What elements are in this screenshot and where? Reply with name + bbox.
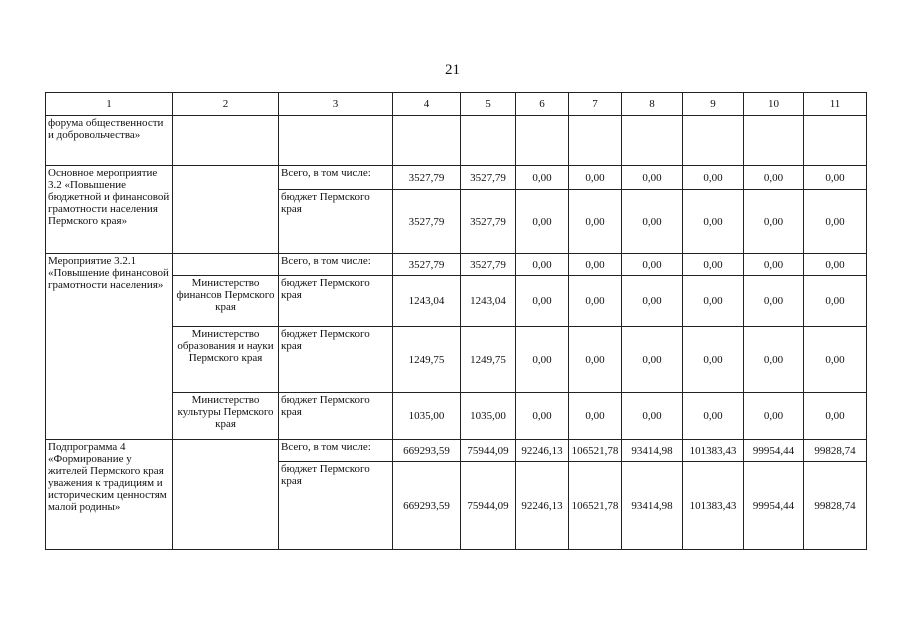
value-cell: 3527,79 [461, 166, 516, 190]
executor-label: Министерство культуры Пермского края [173, 393, 279, 440]
value-cell: 0,00 [622, 166, 683, 190]
value-cell: 0,00 [516, 190, 569, 254]
header-cell: 9 [683, 93, 744, 116]
header-cell: 3 [279, 93, 393, 116]
value-cell: 0,00 [516, 276, 569, 327]
value-cell: 92246,13 [516, 440, 569, 462]
value-cell: 0,00 [683, 190, 744, 254]
source-label: бюджет Пермского края [279, 462, 393, 550]
value-cell: 0,00 [804, 254, 867, 276]
value-cell: 75944,09 [461, 462, 516, 550]
table-row [46, 116, 867, 166]
executor-label: Министерство финансов Пермского края [173, 276, 279, 327]
value-cell: 75944,09 [461, 440, 516, 462]
header-cell: 4 [393, 93, 461, 116]
value-cell: 0,00 [804, 190, 867, 254]
value-cell: 0,00 [744, 166, 804, 190]
value-cell: 0,00 [622, 327, 683, 393]
header-cell: 2 [173, 93, 279, 116]
value-cell: 3527,79 [393, 166, 461, 190]
value-cell: 93414,98 [622, 462, 683, 550]
value-cell: 0,00 [744, 254, 804, 276]
value-cell: 99828,74 [804, 440, 867, 462]
value-cell: 0,00 [622, 393, 683, 440]
value-cell: 0,00 [804, 276, 867, 327]
executor-label: Министерство образования и науки Пермского края [173, 327, 279, 393]
table-row [46, 254, 867, 276]
value-cell: 0,00 [569, 327, 622, 393]
subprogram-4-label: Подпрограмма 4 «Формирование у жителей Пермского края уважения к традициям и историческим ценностям малой родины» [46, 440, 173, 550]
source-label: бюджет Пермского края [279, 276, 393, 327]
source-label: бюджет Пермского края [279, 190, 393, 254]
value-cell: 0,00 [804, 327, 867, 393]
value-cell: 0,00 [804, 166, 867, 190]
header-cell: 5 [461, 93, 516, 116]
value-cell: 0,00 [683, 254, 744, 276]
table-row [46, 440, 867, 462]
source-label: бюджет Пермского края [279, 393, 393, 440]
total-label: Всего, в том числе: [279, 166, 393, 190]
value-cell: 3527,79 [393, 190, 461, 254]
value-cell: 669293,59 [393, 462, 461, 550]
total-label: Всего, в том числе: [279, 254, 393, 276]
value-cell: 0,00 [516, 166, 569, 190]
value-cell: 99954,44 [744, 440, 804, 462]
header-cell: 6 [516, 93, 569, 116]
value-cell: 101383,43 [683, 440, 744, 462]
activity-3-2-1-label: Мероприятие 3.2.1 «Повышение финансовой грамотности населения» [46, 254, 173, 440]
value-cell: 3527,79 [461, 190, 516, 254]
value-cell: 0,00 [744, 393, 804, 440]
header-row [46, 93, 867, 116]
value-cell: 0,00 [516, 327, 569, 393]
value-cell: 3527,79 [461, 254, 516, 276]
value-cell: 0,00 [744, 190, 804, 254]
value-cell: 0,00 [622, 254, 683, 276]
value-cell: 0,00 [569, 166, 622, 190]
value-cell: 0,00 [683, 393, 744, 440]
value-cell: 1035,00 [393, 393, 461, 440]
value-cell: 669293,59 [393, 440, 461, 462]
value-cell: 1249,75 [461, 327, 516, 393]
total-label: Всего, в том числе: [279, 440, 393, 462]
value-cell: 0,00 [569, 276, 622, 327]
value-cell: 0,00 [569, 190, 622, 254]
value-cell: 1035,00 [461, 393, 516, 440]
continuation-label: форума общественности и добровольчества» [46, 116, 173, 166]
header-cell: 7 [569, 93, 622, 116]
header-cell: 1 [46, 93, 173, 116]
budget-table [45, 92, 867, 550]
value-cell: 1243,04 [461, 276, 516, 327]
value-cell: 0,00 [683, 327, 744, 393]
value-cell: 0,00 [569, 393, 622, 440]
value-cell: 0,00 [744, 327, 804, 393]
value-cell: 0,00 [569, 254, 622, 276]
value-cell: 0,00 [622, 276, 683, 327]
value-cell: 99828,74 [804, 462, 867, 550]
value-cell: 0,00 [804, 393, 867, 440]
value-cell: 1243,04 [393, 276, 461, 327]
value-cell: 1249,75 [393, 327, 461, 393]
value-cell: 99954,44 [744, 462, 804, 550]
value-cell: 0,00 [683, 166, 744, 190]
source-label: бюджет Пермского края [279, 327, 393, 393]
value-cell: 106521,78 [569, 462, 622, 550]
value-cell: 0,00 [516, 393, 569, 440]
value-cell: 0,00 [744, 276, 804, 327]
value-cell: 0,00 [516, 254, 569, 276]
value-cell: 93414,98 [622, 440, 683, 462]
activity-3-2-label: Основное мероприятие 3.2 «Повышение бюджетной и финансовой грамотности населения Пермского края» [46, 166, 173, 254]
header-cell: 10 [744, 93, 804, 116]
header-cell: 11 [804, 93, 867, 116]
header-cell: 8 [622, 93, 683, 116]
page-number: 21 [445, 62, 460, 78]
value-cell: 0,00 [622, 190, 683, 254]
value-cell: 3527,79 [393, 254, 461, 276]
value-cell: 101383,43 [683, 462, 744, 550]
value-cell: 0,00 [683, 276, 744, 327]
table-row [46, 166, 867, 190]
value-cell: 92246,13 [516, 462, 569, 550]
value-cell: 106521,78 [569, 440, 622, 462]
